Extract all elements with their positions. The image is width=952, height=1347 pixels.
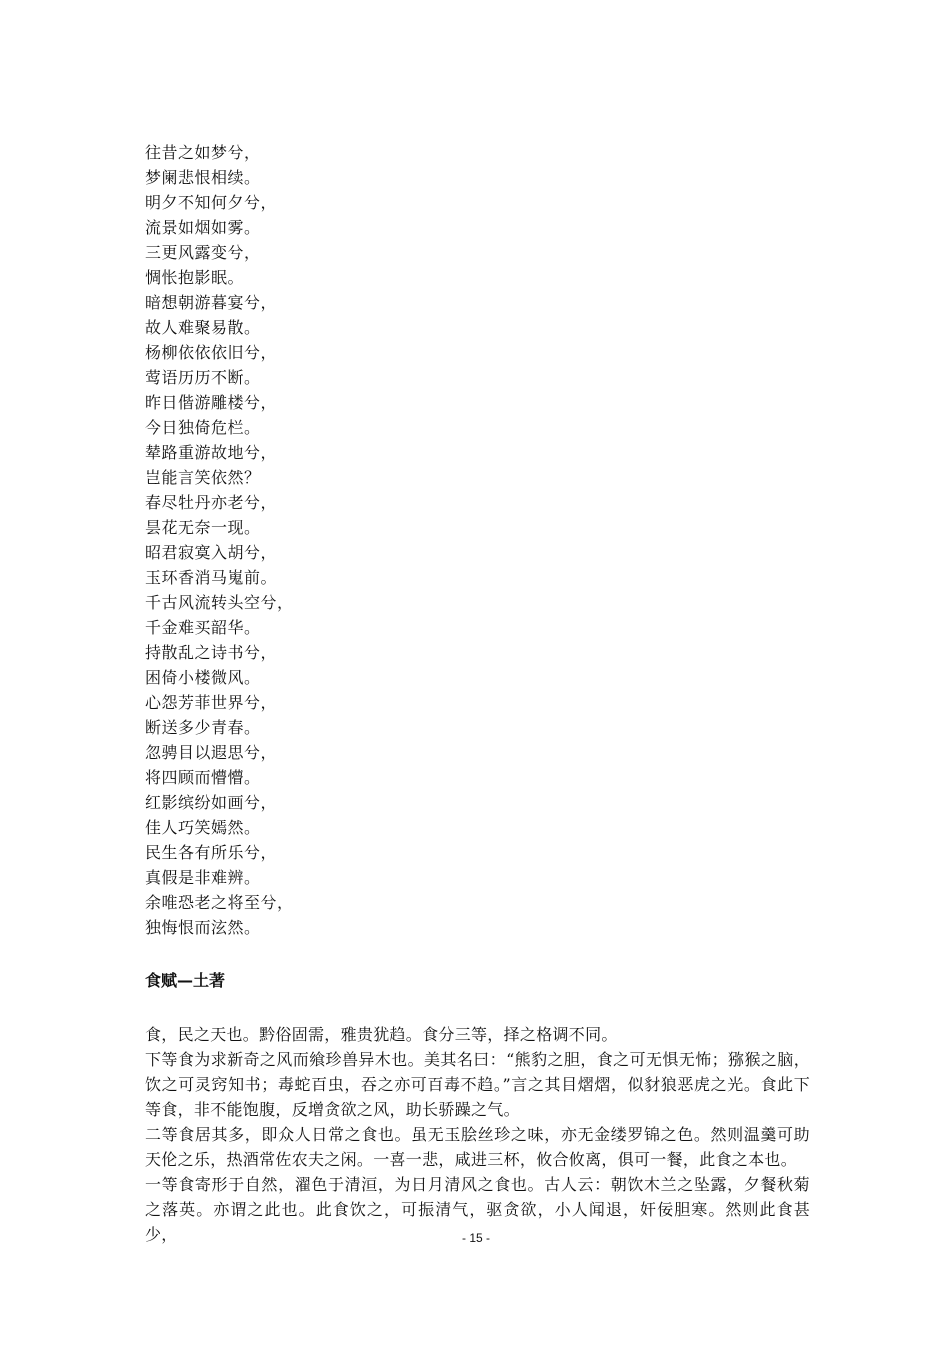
poem-line: 忽骋目以遐思兮， bbox=[145, 743, 278, 762]
essay-paragraph: 食，民之天也。黔俗固需，雅贵犹趋。食分三等，择之格调不同。 bbox=[145, 1025, 618, 1044]
poem-line: 今日独倚危栏。 bbox=[145, 418, 261, 437]
poem-line: 明夕不知何夕兮， bbox=[145, 193, 278, 212]
poem-line: 流景如烟如雾。 bbox=[145, 218, 261, 237]
poem-line: 独悔恨而泫然。 bbox=[145, 918, 261, 937]
poem-line: 杨柳依依依旧兮， bbox=[145, 343, 278, 362]
page-number: - 15 - bbox=[461, 1231, 490, 1245]
essay-title: 食赋—土著 bbox=[145, 971, 226, 990]
poem-line: 民生各有所乐兮， bbox=[145, 843, 278, 862]
poem-line: 将四顾而懵懵。 bbox=[145, 768, 261, 787]
poem-line: 红影缤纷如画兮， bbox=[145, 793, 278, 812]
poem-line: 春尽牡丹亦老兮， bbox=[145, 493, 278, 512]
poem-line: 玉环香消马嵬前。 bbox=[145, 568, 278, 587]
essay-paragraph: 二等食居其多，即众人日常之食也。虽无玉脍丝珍之味，亦无金缕罗锦之色。然则温羹可助天伦之乐，热酒常佐农夫之闲。一喜一悲，咸进三杯，攸合攸离，俱可一餐，此食之本也。 bbox=[145, 1125, 810, 1169]
poem-line: 昙花无奈一现。 bbox=[145, 518, 261, 537]
poem-line: 千古风流转头空兮， bbox=[145, 593, 294, 612]
poem-line: 千金难买韶华。 bbox=[145, 618, 261, 637]
poem-line: 断送多少青春。 bbox=[145, 718, 261, 737]
poem-line: 持散乱之诗书兮， bbox=[145, 643, 278, 662]
poem-line: 昭君寂寞入胡兮， bbox=[145, 543, 278, 562]
poem-line: 困倚小楼微风。 bbox=[145, 668, 261, 687]
essay-paragraph: 一等食寄形于自然，濯色于清洹，为日月清风之食也。古人云：朝饮木兰之坠露，夕餐秋菊之落英。亦谓之此也。此食饮之，可振清气，驱贪欲，小人闻退，奸佞胆寒。然则此食甚少， bbox=[145, 1175, 810, 1244]
essay-paragraph: 下等食为求新奇之风而飨珍兽异木也。美其名曰：“熊豹之胆，食之可无惧无怖；猕猴之脑，饮之可灵窍知书；毒蛇百虫，吞之亦可百毒不趋。”言之其目熠熠，似豺狼恶虎之光。食此下等食，非不能饱腹，反增贪欲之风，助长骄躁之气。 bbox=[145, 1050, 810, 1119]
poem-line: 真假是非难辨。 bbox=[145, 868, 261, 887]
poem-line: 梦阑悲恨相续。 bbox=[145, 168, 261, 187]
essay-body bbox=[145, 1022, 810, 1247]
poem-line: 故人难聚易散。 bbox=[145, 318, 261, 337]
poem-stanza bbox=[145, 140, 294, 940]
poem-line: 惆怅抱影眠。 bbox=[145, 268, 245, 287]
poem-line: 昨日偕游雕楼兮， bbox=[145, 393, 278, 412]
poem-line: 往昔之如梦兮， bbox=[145, 143, 261, 162]
poem-line: 莺语历历不断。 bbox=[145, 368, 261, 387]
poem-line: 暗想朝游暮宴兮， bbox=[145, 293, 278, 312]
poem-line: 岂能言笑依然？ bbox=[145, 468, 261, 487]
poem-line: 佳人巧笑嫣然。 bbox=[145, 818, 261, 837]
poem-line: 心怨芳菲世界兮， bbox=[145, 693, 278, 712]
poem-line: 辇路重游故地兮， bbox=[145, 443, 278, 462]
poem-line: 余唯恐老之将至兮， bbox=[145, 893, 294, 912]
poem-line: 三更风露变兮， bbox=[145, 243, 261, 262]
